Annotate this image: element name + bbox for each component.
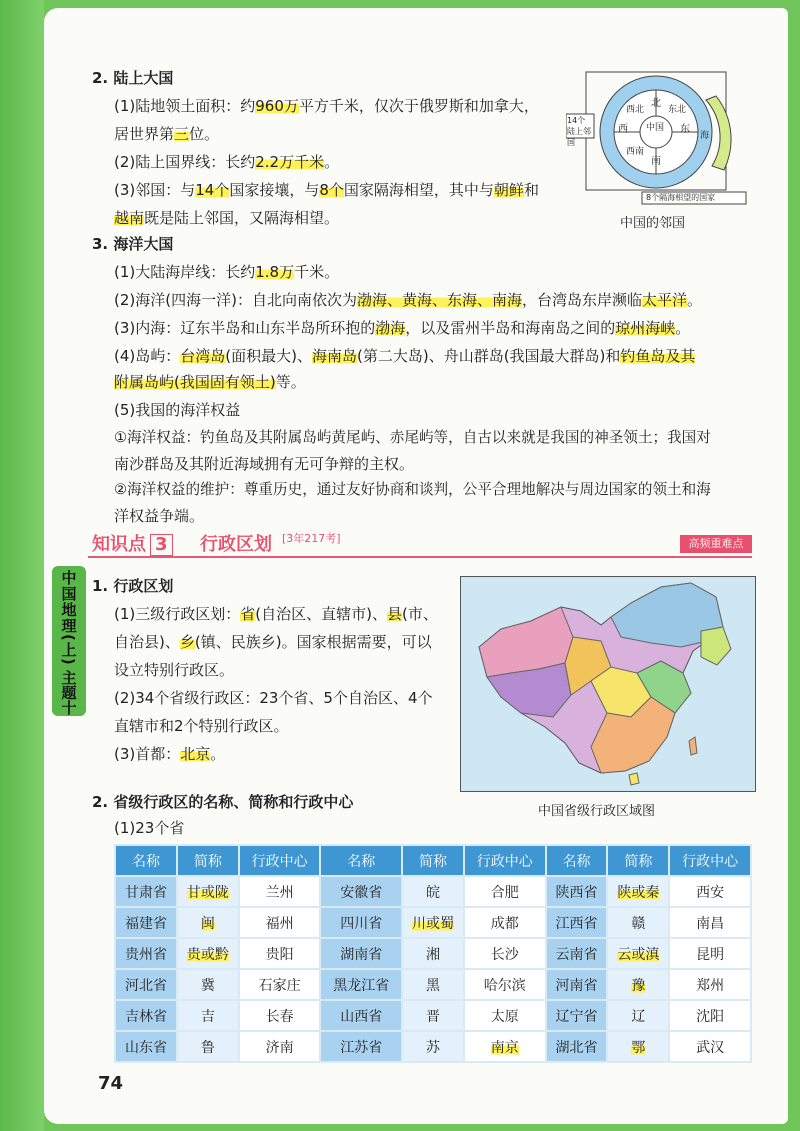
text: (3)内海：辽东半岛和山东半岛所环抱的 — [114, 319, 376, 337]
cell-text: 兰州 — [265, 884, 294, 901]
province-abbr — [607, 876, 669, 907]
green-page-edge — [0, 0, 44, 1131]
cell-text: 贵阳 — [265, 946, 294, 963]
text: 千米。 — [294, 263, 340, 281]
province-name — [320, 876, 402, 907]
cell-text: 西安 — [696, 884, 725, 901]
table-header-cell: 名称 — [115, 845, 177, 876]
table-row — [115, 907, 751, 938]
province-abbr — [607, 1000, 669, 1031]
cell-text: 闽 — [200, 915, 215, 932]
cell-text: 成都 — [490, 915, 519, 932]
province-capital — [239, 1031, 321, 1062]
text: (自治区、直辖市)、 — [255, 605, 387, 623]
inner-sea-line — [114, 318, 690, 338]
text: (面积最大)、 — [225, 347, 312, 365]
admin-line3: 设立特别行政区。 — [114, 661, 235, 679]
text: 位。 — [189, 125, 220, 143]
section-heading-ocean: 3. 海洋大国 — [92, 235, 174, 253]
cell-text: 四川省 — [340, 915, 383, 932]
cell-text: 南京 — [490, 1039, 519, 1056]
diagram-caption: 中国的邻国 — [620, 216, 686, 231]
cell-text: 吉 — [200, 1008, 215, 1025]
neighbors-line — [114, 180, 539, 200]
highlight: 渤海、黄海、东海、南海 — [356, 291, 522, 309]
knowledge-point-title: 行政区划 — [200, 534, 272, 555]
cell-text: 郑州 — [696, 977, 725, 994]
province-name — [115, 1000, 177, 1031]
province-name — [546, 969, 608, 1000]
seas-line — [114, 290, 702, 310]
cell-text: 河南省 — [555, 977, 598, 994]
text: ，以及雷州半岛和海南岛之间的 — [405, 319, 616, 337]
highlight: 台湾岛 — [180, 347, 226, 365]
knowledge-number: 3 — [150, 534, 173, 556]
diagram-northwest: 西北 — [626, 105, 645, 115]
province-name — [320, 1000, 402, 1031]
province-abbr — [402, 876, 464, 907]
province-abbr — [607, 907, 669, 938]
highlight: 三 — [174, 125, 190, 143]
maritime-rights-title: (5)我国的海洋权益 — [114, 401, 241, 419]
province-capital — [464, 907, 546, 938]
province-abbr — [402, 1000, 464, 1031]
cell-text: 湖北省 — [555, 1039, 598, 1056]
land-area-line — [114, 96, 539, 116]
province-name — [546, 907, 608, 938]
text: 平方千米，仅次于俄罗斯和加拿大， — [298, 97, 539, 115]
province-abbr — [177, 1000, 239, 1031]
page-number: 74 — [98, 1073, 124, 1094]
table-header-row — [115, 845, 751, 876]
text: 。 — [210, 745, 226, 763]
highlight: 1.8万 — [255, 263, 295, 281]
knowledge-point-bar — [88, 528, 752, 558]
admin-line4: (2)34个省级行政区：23个省、5个自治区、4个 — [114, 689, 433, 707]
section-heading-land: 2. 陆上大国 — [92, 69, 174, 87]
table-header-cell: 简称 — [177, 845, 239, 876]
cell-text: 吉林省 — [124, 1008, 167, 1025]
admin-line2 — [114, 632, 432, 652]
cell-text: 云南省 — [555, 946, 598, 963]
cell-text: 贵州省 — [124, 946, 167, 963]
province-name — [546, 1000, 608, 1031]
rights2-line2: 洋权益争端。 — [114, 507, 205, 525]
highlight: 琼州海峡 — [615, 319, 676, 337]
cell-text: 黑 — [425, 977, 440, 994]
diagram-northeast: 东北 — [668, 105, 687, 115]
province-capital — [239, 907, 321, 938]
highlight: 960万 — [255, 97, 299, 115]
province-name — [546, 1031, 608, 1062]
province-abbr — [177, 876, 239, 907]
map-caption: 中国省级行政区域图 — [538, 804, 656, 819]
text: 。 — [687, 291, 703, 309]
text: (第二大岛)、舟山群岛(我国最大群岛)和 — [357, 347, 621, 365]
side-tab-topic: 主题十 — [59, 669, 78, 715]
diagram-east: 东 — [680, 124, 690, 135]
table-row — [115, 938, 751, 969]
land-neighbors-label: 14个陆上邻国 — [567, 116, 591, 147]
side-tab — [52, 566, 86, 716]
highlight: 乡 — [179, 633, 195, 651]
diagram-south: 南 — [651, 156, 661, 167]
highlight: 朝鲜 — [493, 181, 524, 199]
border-length-line — [114, 152, 339, 172]
cell-text: 太原 — [490, 1008, 519, 1025]
text: (3)邻国：与 — [114, 181, 196, 199]
province-abbr — [607, 969, 669, 1000]
province-capital — [669, 1000, 751, 1031]
land-area-line2 — [114, 124, 219, 144]
diagram-southwest: 西南 — [626, 147, 645, 157]
provinces-table — [114, 844, 752, 1063]
province-capital — [464, 969, 546, 1000]
cell-text: 川或蜀 — [411, 915, 454, 932]
cell-text: 云或滇 — [617, 946, 660, 963]
province-capital — [669, 969, 751, 1000]
cell-text: 合肥 — [490, 884, 519, 901]
exam-count: [3年217考] — [282, 532, 341, 545]
province-capital — [464, 1000, 546, 1031]
cell-text: 哈尔滨 — [483, 977, 526, 994]
cell-text: 河北省 — [124, 977, 167, 994]
province-abbr — [402, 907, 464, 938]
table-header-cell: 简称 — [607, 845, 669, 876]
cell-text: 贵或黔 — [186, 946, 229, 963]
province-capital — [669, 907, 751, 938]
cell-text: 江西省 — [555, 915, 598, 932]
neighbors-line2 — [114, 208, 339, 228]
diagram-north: 北 — [651, 98, 661, 109]
table-header-cell: 名称 — [546, 845, 608, 876]
province-name — [115, 969, 177, 1000]
province-abbr — [177, 938, 239, 969]
province-abbr — [607, 938, 669, 969]
cell-text: 沈阳 — [696, 1008, 725, 1025]
province-abbr — [402, 969, 464, 1000]
province-name — [546, 938, 608, 969]
province-capital — [464, 1031, 546, 1062]
table-header-cell: 行政中心 — [239, 845, 321, 876]
rights2-line1: ②海洋权益的维护：尊重历史，通过友好协商和谈判，公平合理地解决与周边国家的领土和海 — [114, 481, 711, 498]
text: 等。 — [275, 373, 306, 391]
cell-text: 江苏省 — [340, 1039, 383, 1056]
cell-text: 甘或陇 — [186, 884, 229, 901]
cell-text: 长春 — [265, 1008, 294, 1025]
text: (镇、民族乡)。国家根据需要，可以 — [194, 633, 432, 651]
province-capital — [669, 876, 751, 907]
text: (市、 — [402, 605, 438, 623]
province-capital — [239, 1000, 321, 1031]
diagram-center: 中国 — [646, 123, 665, 133]
province-capital — [464, 938, 546, 969]
highlight: 县 — [386, 605, 402, 623]
highlight: 北京 — [180, 745, 211, 763]
cell-text: 安徽省 — [340, 884, 383, 901]
highlight: 附属岛屿(我国固有领土) — [114, 373, 276, 391]
text: 既是陆上邻国，又隔海相望。 — [144, 209, 340, 227]
text: 国家接壤，与 — [229, 181, 320, 199]
diagram-sea: 海 — [700, 131, 710, 141]
cell-text: 豫 — [631, 977, 646, 994]
provinces-heading: 2. 省级行政区的名称、简称和行政中心 — [92, 793, 354, 811]
province-map — [460, 576, 756, 792]
coastline-line — [114, 262, 339, 282]
text: 居世界第 — [114, 125, 175, 143]
cell-text: 福州 — [265, 915, 294, 932]
rights1-line1: ①海洋权益：钓鱼岛及其附属岛屿黄尾屿、赤尾屿等，自古以来就是我国的神圣领土；我国对 — [114, 429, 711, 446]
table-header-cell: 简称 — [402, 845, 464, 876]
text: 国家隔海相望，其中与 — [343, 181, 494, 199]
highlight: 越南 — [114, 209, 145, 227]
text: (1)大陆海岸线：长约 — [114, 263, 256, 281]
capital-line — [114, 744, 225, 764]
table-row — [115, 876, 751, 907]
text: (4)岛屿： — [114, 347, 181, 365]
provinces-subheading: (1)23个省 — [114, 819, 185, 837]
diagram-west: 西 — [618, 124, 628, 135]
highlight: 海南岛 — [311, 347, 357, 365]
label: 知识点 — [92, 534, 146, 555]
table-row — [115, 1031, 751, 1062]
highlight: 8个 — [319, 181, 344, 199]
table-header-cell: 名称 — [320, 845, 402, 876]
text: 。 — [324, 153, 340, 171]
text: ，台湾岛东岸濒临 — [521, 291, 642, 309]
province-abbr — [177, 969, 239, 1000]
table-row — [115, 1000, 751, 1031]
knowledge-point-label — [92, 530, 173, 556]
table-header-cell: 行政中心 — [464, 845, 546, 876]
text: 和 — [523, 181, 539, 199]
cell-text: 昆明 — [696, 946, 725, 963]
sea-neighbors-label: 8个隔海相望的国家 — [646, 193, 716, 202]
text: (3)首都： — [114, 745, 181, 763]
cell-text: 长沙 — [490, 946, 519, 963]
highlight: 钓鱼岛及其 — [620, 347, 696, 365]
cell-text: 福建省 — [124, 915, 167, 932]
frequency-badge: 高频重难点 — [680, 535, 752, 553]
cell-text: 苏 — [425, 1039, 440, 1056]
islands-line — [114, 346, 695, 366]
cell-text: 鄂 — [631, 1039, 646, 1056]
cell-text: 济南 — [265, 1039, 294, 1056]
province-name — [320, 1031, 402, 1062]
table-row — [115, 969, 751, 1000]
cell-text: 陕西省 — [555, 884, 598, 901]
province-capital — [239, 876, 321, 907]
highlight: 省 — [240, 605, 256, 623]
islands-line2 — [114, 372, 306, 392]
province-name — [115, 938, 177, 969]
province-abbr — [402, 1031, 464, 1062]
province-capital — [464, 876, 546, 907]
province-name — [115, 876, 177, 907]
cell-text: 山东省 — [124, 1039, 167, 1056]
admin-line1 — [114, 604, 438, 624]
cell-text: 湖南省 — [340, 946, 383, 963]
side-tab-subject: 中国地理(上) — [59, 570, 78, 666]
table-header-cell: 行政中心 — [669, 845, 751, 876]
cell-text: 山西省 — [340, 1008, 383, 1025]
text: (2)海洋(四海一洋)：自北向南依次为 — [114, 291, 357, 309]
province-name — [320, 938, 402, 969]
cell-text: 辽 — [631, 1008, 646, 1025]
province-abbr — [607, 1031, 669, 1062]
cell-text: 晋 — [425, 1008, 440, 1025]
text: 自治县)、 — [114, 633, 180, 651]
province-abbr — [402, 938, 464, 969]
cell-text: 南昌 — [696, 915, 725, 932]
province-capital — [669, 938, 751, 969]
province-name — [115, 1031, 177, 1062]
cell-text: 黑龙江省 — [333, 977, 390, 994]
highlight: 太平洋 — [642, 291, 688, 309]
province-capital — [239, 938, 321, 969]
cell-text: 辽宁省 — [555, 1008, 598, 1025]
cell-text: 陕或秦 — [617, 884, 660, 901]
cell-text: 湘 — [425, 946, 440, 963]
cell-text: 石家庄 — [258, 977, 301, 994]
cell-text: 赣 — [631, 915, 646, 932]
cell-text: 冀 — [200, 977, 215, 994]
province-abbr — [177, 907, 239, 938]
text: (2)陆上国界线：长约 — [114, 153, 256, 171]
province-name — [320, 907, 402, 938]
highlight: 2.2万千米 — [255, 153, 325, 171]
highlight: 渤海 — [375, 319, 406, 337]
province-abbr — [177, 1031, 239, 1062]
cell-text: 甘肃省 — [124, 884, 167, 901]
cell-text: 鲁 — [200, 1039, 215, 1056]
highlight: 14个 — [195, 181, 230, 199]
province-capital — [669, 1031, 751, 1062]
admin-line5: 直辖市和2个特别行政区。 — [114, 717, 289, 735]
neighbor-diagram — [566, 70, 748, 206]
cell-text: 武汉 — [696, 1039, 725, 1056]
rights1-line2: 南沙群岛及其附近海域拥有无可争辩的主权。 — [114, 455, 415, 473]
text: (1)陆地领土面积：约 — [114, 97, 256, 115]
cell-text: 皖 — [425, 884, 440, 901]
province-name — [320, 969, 402, 1000]
admin-heading: 1. 行政区划 — [92, 577, 174, 595]
province-capital — [239, 969, 321, 1000]
province-name — [115, 907, 177, 938]
text: (1)三级行政区划： — [114, 605, 241, 623]
province-name — [546, 876, 608, 907]
text: 。 — [675, 319, 691, 337]
